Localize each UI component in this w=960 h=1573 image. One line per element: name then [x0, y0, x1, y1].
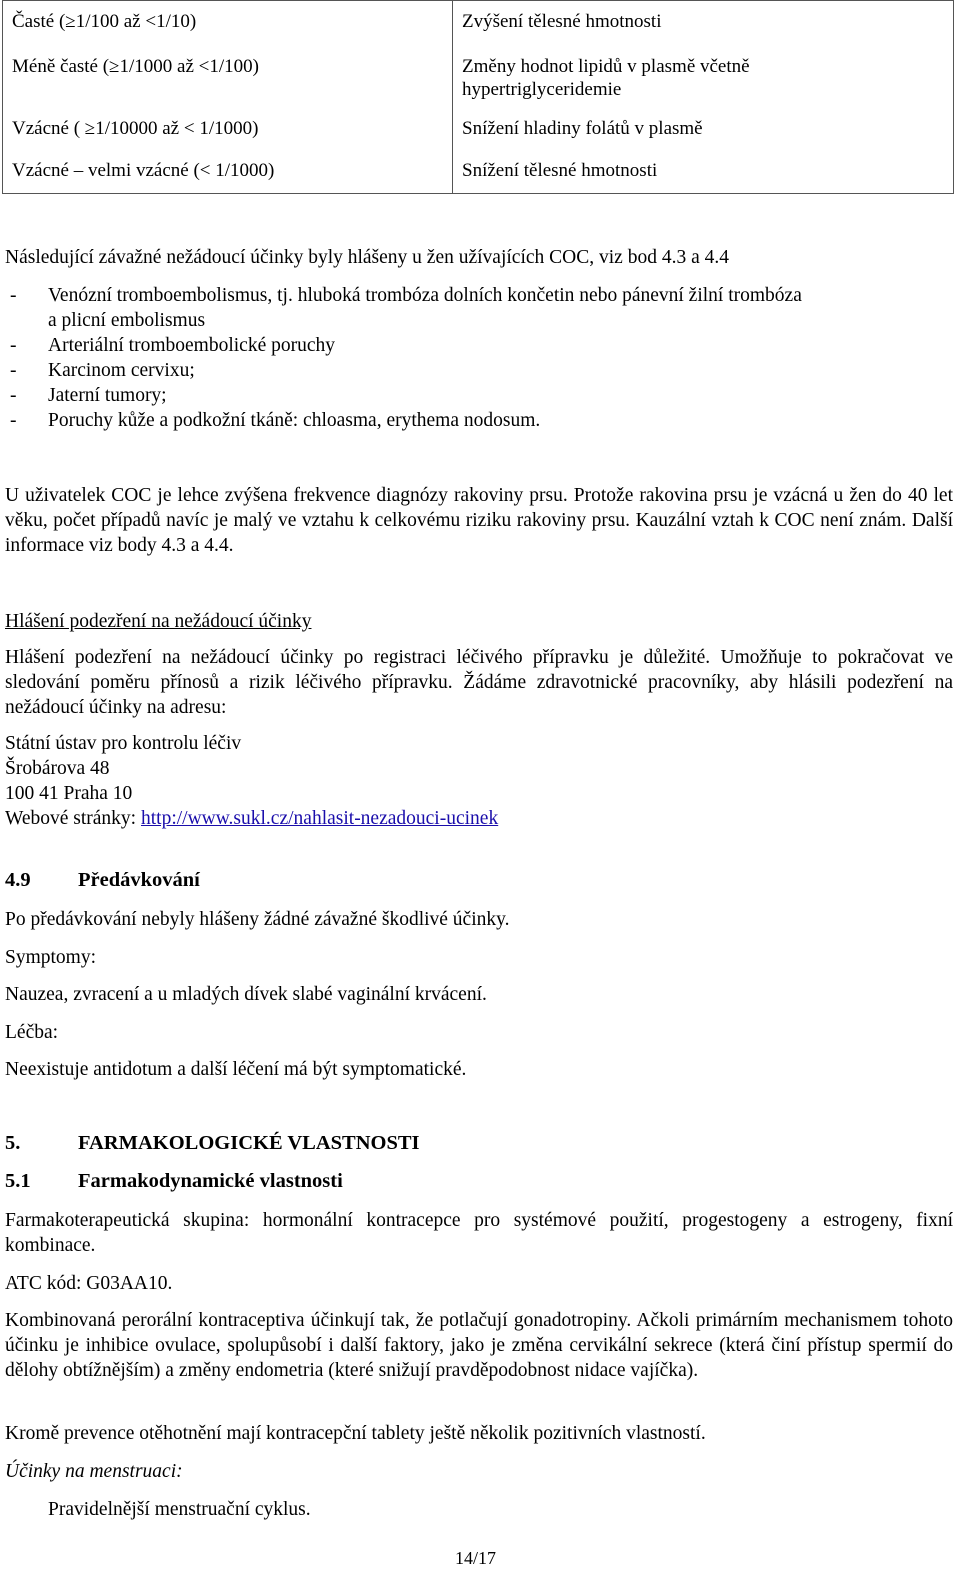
serious-effects-intro: Následující závažné nežádoucí účinky byly hlášeny u žen užívajících COC, viz bod 4.3 a 4.4 [5, 247, 729, 268]
reporting-heading: Hlášení podezření na nežádoucí účinky [5, 611, 312, 632]
website-line [5, 806, 498, 831]
frequency-label: Vzácné – velmi vzácné (< 1/1000) [12, 160, 275, 181]
section-title: Předávkování [78, 869, 200, 891]
website-label: Webové stránky: [5, 808, 141, 829]
table-row [3, 1, 954, 194]
symptoms-text: Nauzea, zvracení a u mladých dívek slabé vaginální krvácení. [5, 984, 487, 1005]
frequency-table [2, 0, 954, 194]
section-number: 5. [5, 1132, 21, 1154]
section-number: 5.1 [5, 1170, 31, 1192]
list-dash: - [10, 410, 17, 431]
reporting-paragraph: Hlášení podezření na nežádoucí účinky po registraci léčivého přípravku je důležité. Umožňuje to pokračovat ve sledování poměru přínosů a rizik léčivého přípravku. Žádáme zdravotnické pracovníky, aby hlásili podezření na nežádoucí účinky na adresu: [5, 647, 953, 718]
symptoms-label: Symptomy: [5, 947, 97, 968]
effect-label: Změny hodnot lipidů v plasmě včetně [462, 56, 750, 77]
list-dash: - [10, 385, 17, 406]
address-street: Šrobárova 48 [5, 758, 110, 779]
table-cell-effects [453, 1, 954, 194]
list-item: Arteriální tromboembolické poruchy [48, 335, 335, 356]
menstruation-label: Účinky na menstruaci: [5, 1461, 183, 1482]
frequency-label: Méně časté (≥1/1000 až <1/100) [12, 56, 259, 77]
list-item-continuation: a plicní embolismus [48, 310, 206, 331]
section-title: FARMAKOLOGICKÉ VLASTNOSTI [78, 1132, 420, 1154]
list-item: Jaterní tumory; [48, 385, 167, 406]
menstruation-item: Pravidelnější menstruační cyklus. [48, 1499, 311, 1520]
list-item: Karcinom cervixu; [48, 360, 195, 381]
list-item: Poruchy kůže a podkožní tkáně: chloasma, erythema nodosum. [48, 410, 541, 431]
list-dash: - [10, 335, 17, 356]
page-number: 14/17 [455, 1548, 497, 1568]
treatment-text: Neexistuje antidotum a další léčení má být symptomatické. [5, 1059, 467, 1080]
frequency-label: Časté (≥1/100 až <1/10) [12, 11, 197, 32]
effect-label: Snížení tělesné hmotnosti [462, 160, 658, 181]
list-dash: - [10, 285, 17, 306]
website-link[interactable]: http://www.sukl.cz/nahlasit-nezadouci-ucinek [140, 808, 499, 829]
mechanism-paragraph: Kombinovaná perorální kontraceptiva účinkují tak, že potlačují gonadotropiny. Ačkoli primárním mechanismem tohoto účinku je inhibice ovulace, spolupůsobí i další faktory, jako je změna cervikální sekrece (která činí přístup spermií do dělohy obtížnějším) a změny endometria (které snižují pravděpodobnost nidace vajíčka). [5, 1310, 953, 1381]
frequency-label: Vzácné ( ≥1/10000 až < 1/1000) [12, 118, 259, 139]
section-number: 4.9 [5, 869, 31, 891]
benefits-paragraph: Kromě prevence otěhotnění mají kontracepční tablety ještě několik pozitivních vlastností. [5, 1423, 706, 1444]
effect-label: Zvýšení tělesné hmotnosti [462, 11, 662, 32]
pharmacotherapeutic-group: Farmakoterapeutická skupina: hormonální kontracepce pro systémové použití, progestogeny a estrogeny, fixní kombinace. [5, 1210, 953, 1256]
effect-label: hypertriglyceridemie [462, 79, 622, 100]
section-title: Farmakodynamické vlastnosti [78, 1170, 343, 1192]
table-cell-frequency [3, 1, 453, 194]
effect-label: Snížení hladiny folátů v plasmě [462, 118, 703, 139]
treatment-label: Léčba: [5, 1022, 59, 1043]
list-item: Venózní tromboembolismus, tj. hluboká trombóza dolních končetin nebo pánevní žilní trombóza [48, 285, 802, 306]
address-institution: Státní ústav pro kontrolu léčiv [5, 733, 242, 754]
atc-code: ATC kód: G03AA10. [5, 1273, 173, 1294]
breast-cancer-paragraph: U uživatelek COC je lehce zvýšena frekvence diagnózy rakoviny prsu. Protože rakovina prsu je vzácná u žen do 40 let věku, počet případů navíc je malý ve vztahu k celkovému riziku rakoviny prsu. Kauzální vztah k COC není znám. Další informace viz body 4.3 a 4.4. [5, 485, 953, 556]
address-city: 100 41 Praha 10 [5, 783, 133, 804]
overdose-paragraph: Po předávkování nebyly hlášeny žádné závažné škodlivé účinky. [5, 909, 510, 930]
list-dash: - [10, 360, 17, 381]
